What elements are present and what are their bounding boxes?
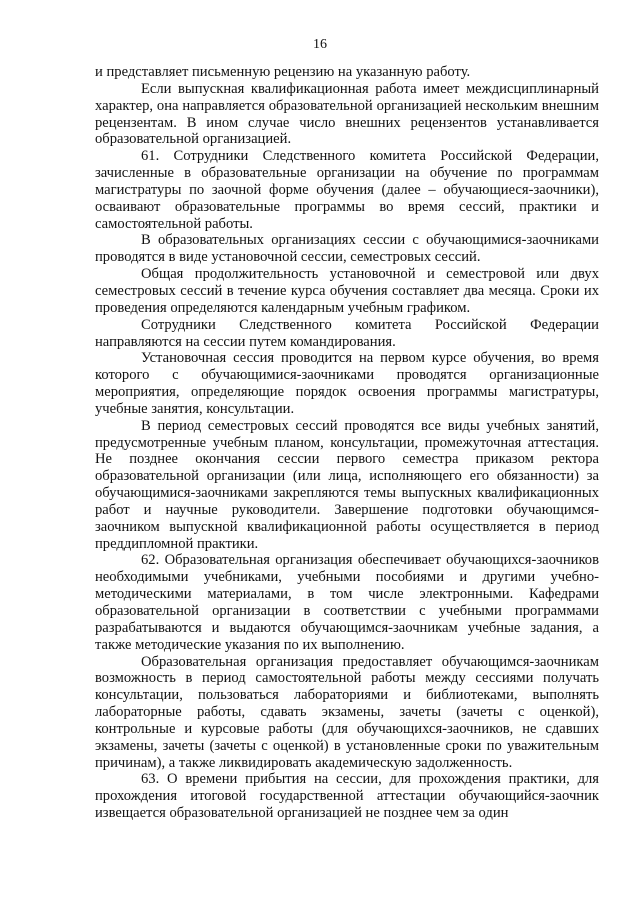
paragraph: Установочная сессия проводится на первом курсе обучения, во время которого с обучающимися-заочниками проводятся организационные мероприятия, определяющие порядок освоения программы магистратуры, учебные занятия, консультации. [95,350,599,417]
paragraph: 63. О времени прибытия на сессии, для прохождения практики, для прохождения итоговой государственной аттестации обучающийся-заочник извещается образовательной организацией не позднее чем за один [95,771,599,822]
document-body [95,64,599,822]
paragraph: Общая продолжительность установочной и семестровой или двух семестровых сессий в течение курса обучения составляет два месяца. Сроки их проведения определяются календарным учебным графиком. [95,266,599,316]
paragraph: В образовательных организациях сессии с обучающимися-заочниками проводятся в виде установочной сессии, семестровых сессий. [95,232,599,266]
paragraph: 61. Сотрудники Следственного комитета Российской Федерации, зачисленные в образовательные организации на обучение по программам магистратуры по заочной форме обучения (далее – обучающиеся-заочники), осваивают образовательные программы во время сессий, практики и самостоятельной работы. [95,148,599,232]
paragraph: Сотрудники Следственного комитета Российской Федерации направляются на сессии путем командирования. [95,316,599,350]
paragraph: В период семестровых сессий проводятся все виды учебных занятий, предусмотренные учебным планом, консультации, промежуточная аттестация. Не позднее окончания сессии первого семестра приказом ректора образовательной организации (или лица, исполняющего его обязанности) за обучающимися-заочниками закрепляются темы выпускных квалификационных работ и научные руководители. Завершение подготовки обучающимся-заочником выпускной квалификационной работы осуществляется в период преддипломной практики. [95,417,599,552]
page-number: 16 [313,37,327,52]
paragraph: 62. Образовательная организация обеспечивает обучающихся-заочников необходимыми учебниками, учебными пособиями и другими учебно-методическими материалами, в том числе электронными. Кафедрами образовательной организации в соответствии с учебными программами разрабатываются и выдаются обучающимся-заочникам учебные задания, а также методические указания по их выполнению. [95,552,599,653]
paragraph: Образовательная организация предоставляет обучающимся-заочникам возможность в период самостоятельной работы между сессиями получать консультации, пользоваться лабораториями и библиотеками, выполнять лабораторные работы, сдавать экзамены, зачеты (зачеты с оценкой), контрольные и курсовые работы (для обучающихся-заочников, не сдавших экзамены, зачеты (зачеты с оценкой) в установленные сроки по уважительным причинам), а также ликвидировать академическую задолженность. [95,653,599,771]
paragraph: Если выпускная квалификационная работа имеет междисциплинарный характер, она направляется образовательной организацией нескольким внешним рецензентам. В ином случае число внешних рецензентов устанавливается образовательной организацией. [95,80,599,148]
paragraph: и представляет письменную рецензию на указанную работу. [95,64,471,80]
